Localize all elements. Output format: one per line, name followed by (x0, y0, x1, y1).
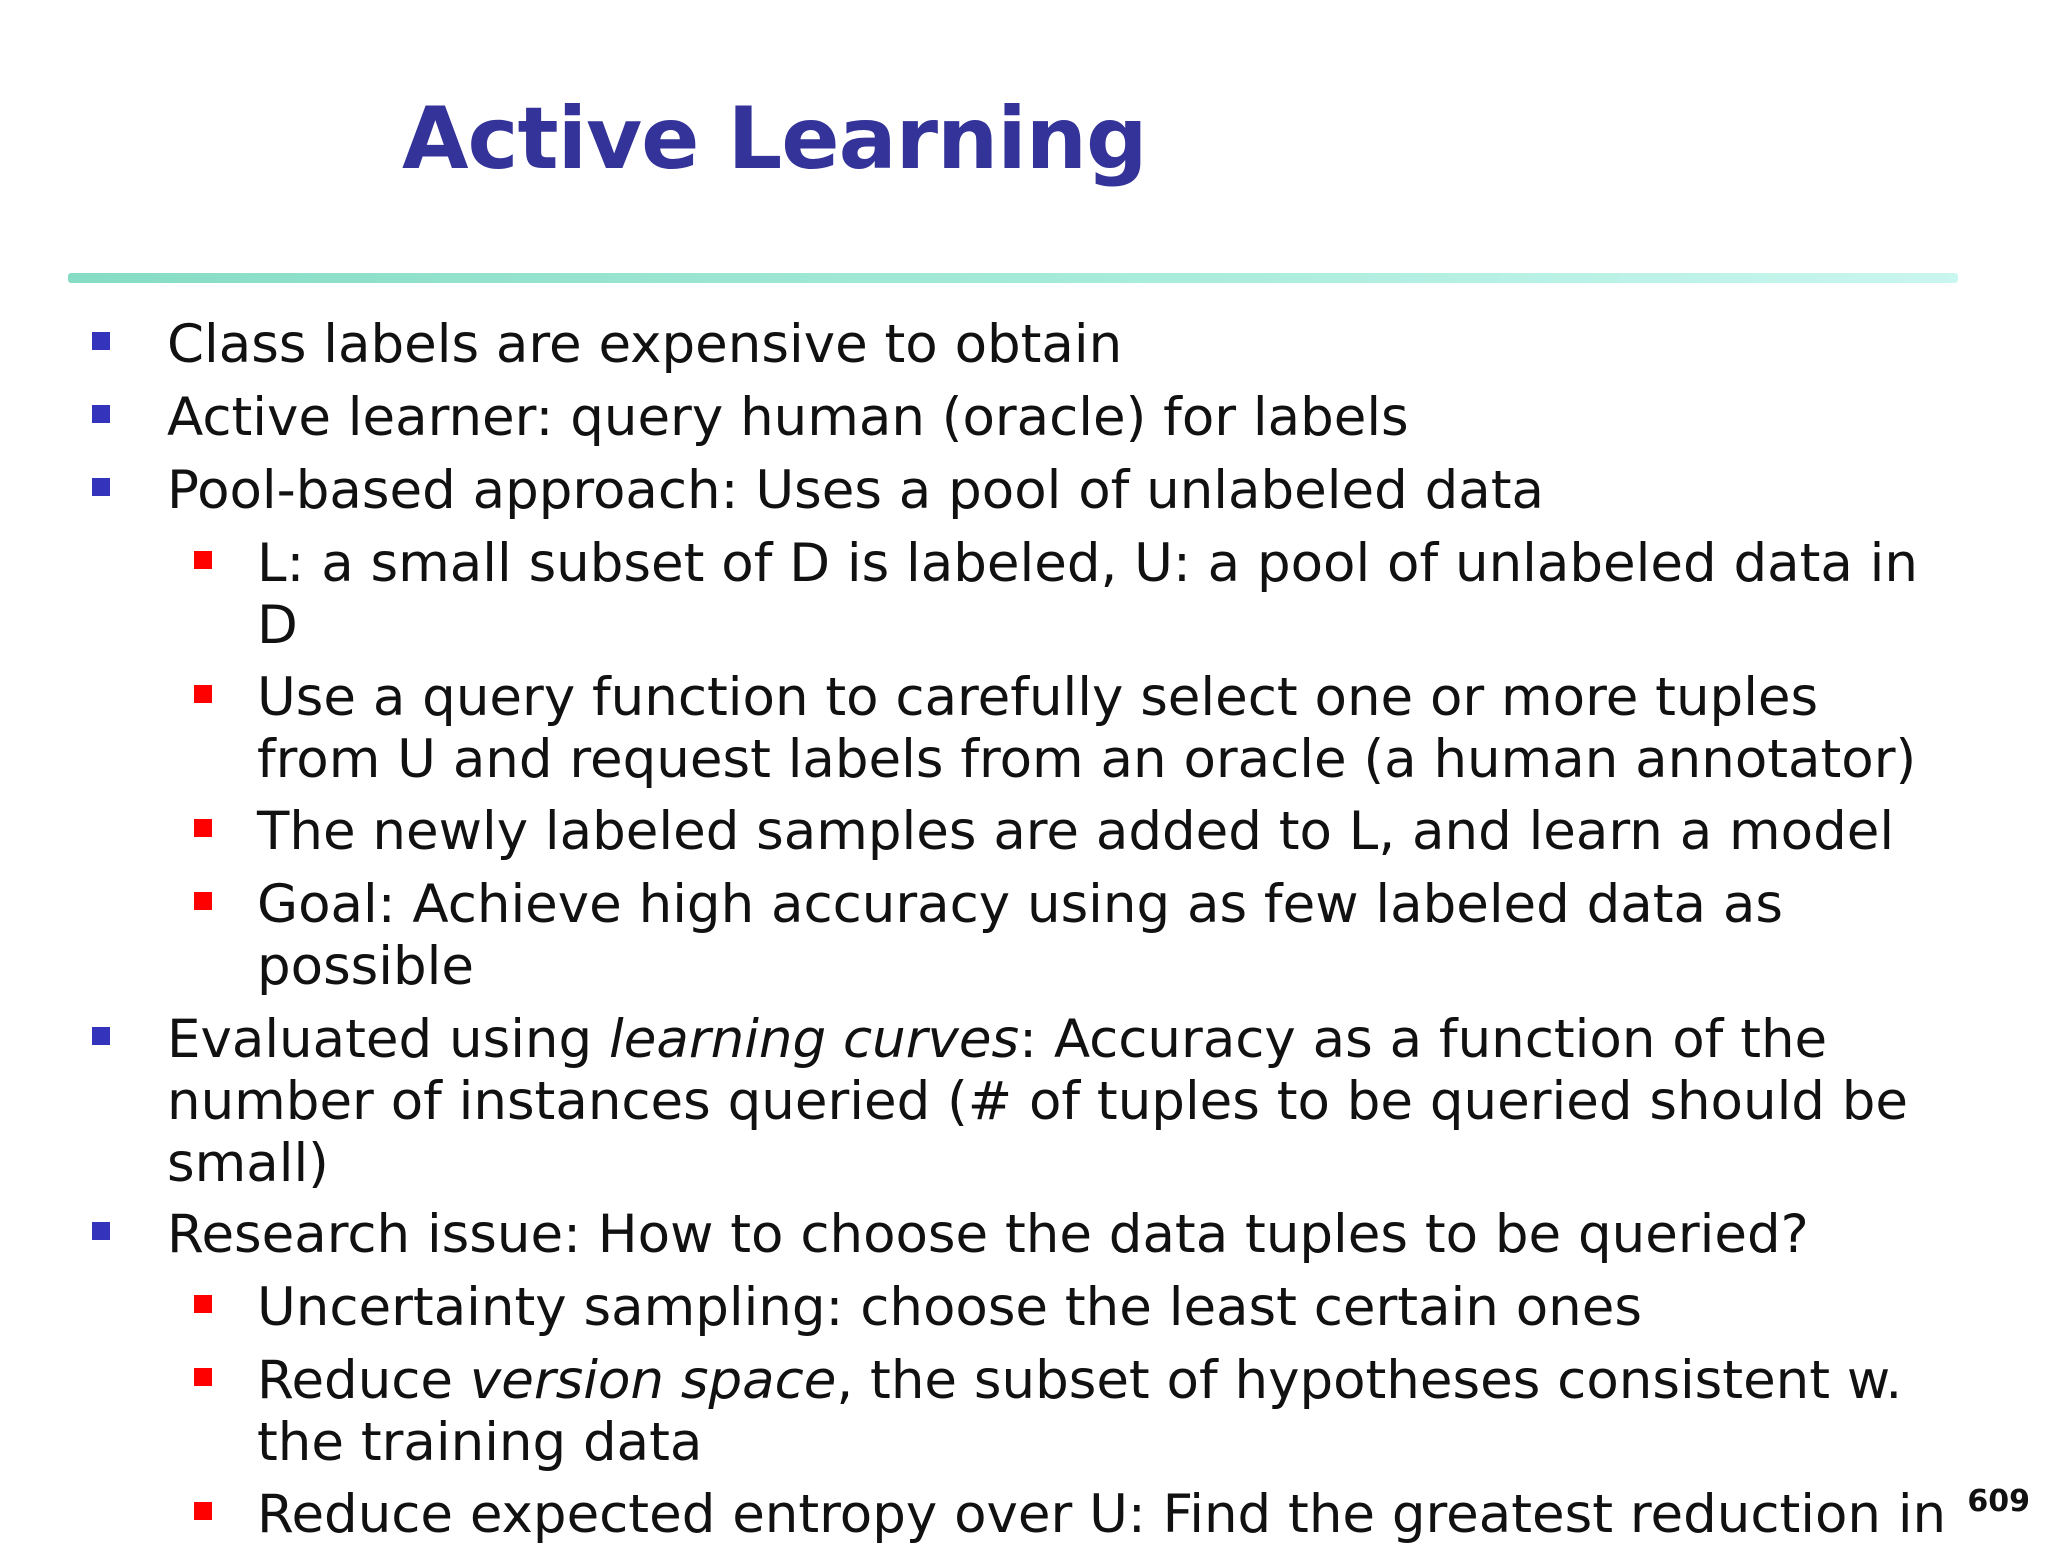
bullet-line: Pool-based approach: Uses a pool of unlabeled data (167, 460, 1544, 521)
sub-bullet-square-icon (194, 1502, 212, 1520)
sub-bullet-text (257, 667, 1916, 791)
text-segment: , the subset of hypotheses consistent w. (836, 1350, 1903, 1411)
bullet-line: Use a query function to carefully select one or more tuples (257, 667, 1819, 728)
bullet-text (167, 387, 1409, 449)
bullet-line: The newly labeled samples are added to L, and learn a model (257, 801, 1895, 862)
sub-bullet-text (257, 801, 1894, 863)
sub-bullet-square-icon (194, 1368, 212, 1386)
bullet-line: small) (167, 1133, 329, 1194)
bullet-square-icon (92, 405, 110, 423)
emphasized-term: version space (469, 1350, 837, 1411)
bullet-text (167, 314, 1122, 376)
emphasized-term: learning curves (609, 1009, 1020, 1070)
bullet-line: number of instances queried (# of tuples to be queried should be (167, 1071, 1909, 1132)
sub-bullet-text (257, 1484, 1946, 1546)
bullet-text (167, 1204, 1809, 1266)
bullet-line: from U and request labels from an oracle (a human annotator) (257, 729, 1917, 790)
bullet-square-icon (92, 1027, 110, 1045)
bullet-line: Uncertainty sampling: choose the least certain ones (257, 1277, 1642, 1338)
bullet-line: Class labels are expensive to obtain (167, 314, 1123, 375)
sub-bullet-text (257, 1277, 1642, 1339)
slide-title: Active Learning (402, 89, 1147, 189)
sub-bullet-text (257, 1350, 1902, 1474)
text-segment: Reduce (257, 1350, 470, 1411)
text-segment: Evaluated using (167, 1009, 610, 1070)
bullet-square-icon (92, 1222, 110, 1240)
bullet-line: D (257, 595, 298, 656)
page-number: 609 (1967, 1484, 2030, 1519)
bullet-line: Reduce expected entropy over U: Find the greatest reduction in (257, 1484, 1947, 1545)
sub-bullet-square-icon (194, 1295, 212, 1313)
text-segment: : Accuracy as a function of the (1019, 1009, 1828, 1070)
sub-bullet-square-icon (194, 685, 212, 703)
bullet-text (167, 460, 1544, 522)
bullet-line: the training data (257, 1412, 703, 1473)
sub-bullet-text (257, 533, 1918, 657)
bullet-line: possible (257, 936, 474, 997)
bullet-line: Goal: Achieve high accuracy using as few labeled data as (257, 874, 1783, 935)
bullet-line (167, 1009, 1908, 1071)
bullet-line: Research issue: How to choose the data tuples to be queried? (167, 1204, 1809, 1265)
sub-bullet-text (257, 874, 1783, 998)
sub-bullet-square-icon (194, 551, 212, 569)
bullet-text (167, 1009, 1908, 1195)
bullet-square-icon (92, 332, 110, 350)
bullet-square-icon (92, 478, 110, 496)
sub-bullet-square-icon (194, 819, 212, 837)
bullet-line: Active learner: query human (oracle) for labels (167, 387, 1409, 448)
bullet-line: L: a small subset of D is labeled, U: a pool of unlabeled data in (257, 533, 1918, 594)
bullet-line (257, 1350, 1902, 1412)
sub-bullet-square-icon (194, 892, 212, 910)
